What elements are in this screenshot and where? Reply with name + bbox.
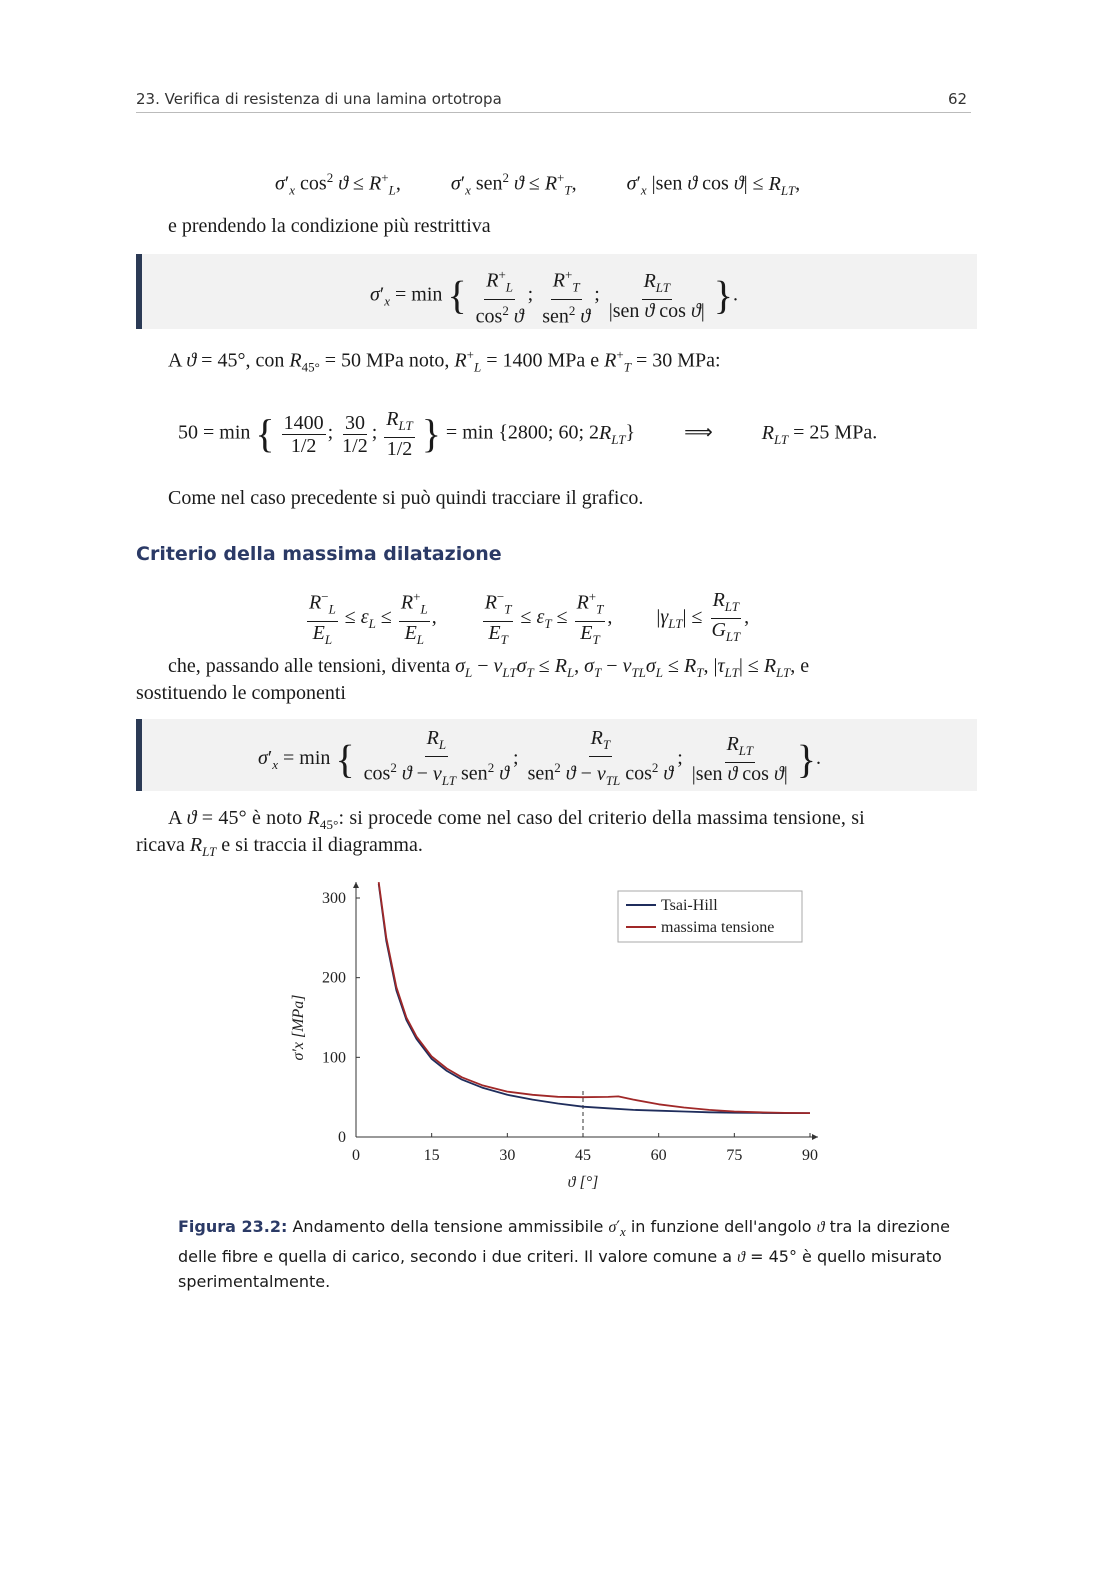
paragraph-data-45: A ϑ = 45°, con $R_{45^\circ} = 50$ MPa noto, $R^+_L = 1400$ MPa e $R^+_T = 30$ MPa: <box>168 347 721 375</box>
x-tick-label: 75 <box>726 1147 743 1164</box>
x-tick-label: 60 <box>650 1147 667 1164</box>
y-tick-label: 200 <box>322 969 346 987</box>
x-tick-label: 0 <box>352 1147 360 1164</box>
paragraph-procedure: A ϑ = 45° è noto $R_{45^\circ}$: si procede come nel caso del criterio della massima tensione, si <box>168 807 865 832</box>
paragraph-restrictive: e prendendo la condizione più restrittiva <box>168 215 491 237</box>
x-axis-label: ϑ [°] <box>567 1174 599 1191</box>
equation-rlt-calculation: 50 = min { $\frac{1400}{1/2}$ ; $\frac{30}{1/2}$ ; $\frac{R_{LT}}{1/2}$ } = min {2800; 60; $2R_{LT}$} ⟹ $R_{LT} = 25$ MPa. <box>178 408 878 460</box>
figure-caption: Figura 23.2: Andamento della tensione ammissibile $\sigma'_x$ in funzione dell'angolo ϑ tra la direzione delle fibre e quella di carico, secondo i due criteri. Il valore comune a ϑ = 45° è quello misurato sperimentalmente. <box>178 1217 950 1292</box>
x-tick-label: 15 <box>423 1147 440 1164</box>
paragraph-graph: Come nel caso precedente si può quindi tracciare il grafico. <box>168 487 644 509</box>
x-tick-label: 90 <box>802 1147 818 1164</box>
page-header-title: 23. Verifica di resistenza di una lamina ortotropa <box>136 90 502 108</box>
y-axis-arrow <box>353 882 359 888</box>
equation-max-strain: $\frac{R^-_L}{E_L}$ ≤ $\varepsilon_L$ ≤ $\frac{R^+_L}{E_L}$ , $\frac{R^-_T}{E_T}$ ≤ $\varepsilon_T$ ≤ $\frac{R^+_T}{E_T}$ , $|\gamma_{LT}|$ ≤ $\frac{R_{LT}}{G_{LT}}$ , <box>305 586 749 651</box>
legend-label: Tsai-Hill <box>661 897 718 914</box>
header-rule <box>136 112 971 113</box>
x-tick-label: 30 <box>499 1147 516 1164</box>
equation-max-stress-conditions: $\sigma'_x$ $\cos^2 ϑ \le R^+_L$, $\sigma'_x$ sen$^2$ $ϑ \le R^+_T$, $\sigma'_x$ |sen ϑ $\cos ϑ| \le R_{LT}$, <box>275 170 801 198</box>
boxed-equation-max-strain: $\sigma'_x = \min$ { $\frac{R_L}{\cos^2 ϑ - \nu_{LT} sen^2 ϑ}$ ; $\frac{R_T}{sen^2 ϑ - \nu_{TL} \cos^2 ϑ}$ ; $\frac{R_{LT}}{\text{|sen ϑ cos ϑ|}}$ }. <box>136 719 977 791</box>
y-tick-label: 300 <box>322 890 346 907</box>
paragraph-stress-conversion: che, passando alle tensioni, diventa $\sigma_L - \nu_{LT}\sigma_T \le R_L$, $\sigma_T - \nu_{TL}\sigma_L \le R_T$, $|\tau_{LT}| \le R_{LT}$, e <box>168 655 810 680</box>
x-axis-arrow <box>812 1134 818 1140</box>
y-axis-label: σ′x [MPa] <box>290 994 307 1061</box>
page-number: 62 <box>948 90 968 108</box>
y-tick-label: 0 <box>338 1129 346 1146</box>
section-title: Criterio della massima dilatazione <box>136 543 502 565</box>
y-tick-label: 100 <box>322 1049 346 1067</box>
x-tick-label: 45 <box>575 1147 591 1164</box>
paragraph-procedure-line2: ricava $R_{LT}$ e si traccia il diagramma. <box>136 834 423 859</box>
figure-label: Figura 23.2: <box>178 1217 288 1236</box>
legend-label: massima tensione <box>661 919 775 936</box>
boxed-equation-max-stress: $\sigma'_x = \min$ { $\frac{R^+_L}{\cos^2 ϑ}$ ; $\frac{R^+_T}{sen^2 ϑ}$ ; $\frac{R_{LT}}{\text{|sen ϑ cos ϑ|}}$ }. <box>136 254 977 329</box>
chart-allowable-stress <box>270 870 840 1200</box>
paragraph-stress-conversion-line2: sostituendo le componenti <box>136 682 346 704</box>
